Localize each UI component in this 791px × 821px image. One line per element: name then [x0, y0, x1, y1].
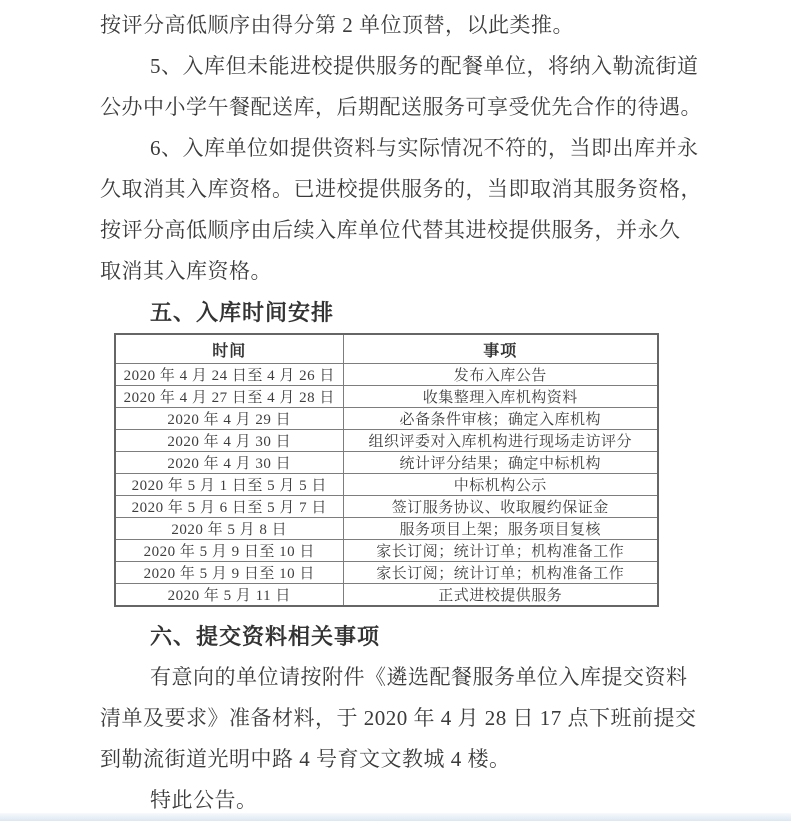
- table-cell-event: 家长订阅；统计订单；机构准备工作: [343, 540, 658, 562]
- table-cell-time: 2020 年 5 月 6 日至 5 月 7 日: [115, 496, 343, 518]
- table-cell-time: 2020 年 5 月 8 日: [115, 518, 343, 540]
- schedule-table: [114, 333, 659, 607]
- section-heading-materials: 六、提交资料相关事项: [150, 624, 381, 649]
- table-row: [115, 386, 658, 408]
- paragraph-line: 6、入库单位如提供资料与实际情况不符的，当即出库并永: [150, 136, 699, 160]
- table-cell-time: 2020 年 5 月 9 日至 10 日: [115, 562, 343, 584]
- table-cell-time: 2020 年 4 月 27 日至 4 月 28 日: [115, 386, 343, 408]
- paragraph-line: 5、入库但未能进校提供服务的配餐单位，将纳入勒流街道: [150, 54, 699, 78]
- table-cell-time: 2020 年 4 月 30 日: [115, 430, 343, 452]
- table-cell-event: 组织评委对入库机构进行现场走访评分: [343, 430, 658, 452]
- table-header-event: 事项: [343, 334, 658, 364]
- table-header-row: [115, 334, 658, 364]
- table-cell-event: 家长订阅；统计订单；机构准备工作: [343, 562, 658, 584]
- table-cell-event: 正式进校提供服务: [343, 584, 658, 607]
- table-cell-time: 2020 年 5 月 9 日至 10 日: [115, 540, 343, 562]
- table-cell-event: 发布入库公告: [343, 364, 658, 386]
- paragraph-line: 特此公告。: [150, 788, 258, 812]
- paragraph-line: 公办中小学午餐配送库，后期配送服务可享受优先合作的待遇。: [100, 95, 702, 119]
- table-cell-event: 签订服务协议、收取履约保证金: [343, 496, 658, 518]
- table-cell-time: 2020 年 4 月 30 日: [115, 452, 343, 474]
- table-cell-event: 必备条件审核；确定入库机构: [343, 408, 658, 430]
- table-row: [115, 452, 658, 474]
- page-bottom-scan-edge: [0, 813, 791, 821]
- table-row: [115, 364, 658, 386]
- paragraph-line: 取消其入库资格。: [100, 259, 272, 283]
- table-row: [115, 584, 658, 607]
- table-row: [115, 540, 658, 562]
- table-cell-time: 2020 年 4 月 29 日: [115, 408, 343, 430]
- section-heading-schedule: 五、入库时间安排: [150, 300, 335, 325]
- table-header-time: 时间: [115, 334, 343, 364]
- paragraph-line: 到勒流街道光明中路 4 号育文文教城 4 楼。: [100, 747, 511, 771]
- table-cell-time: 2020 年 5 月 1 日至 5 月 5 日: [115, 474, 343, 496]
- paragraph-line: 清单及要求》准备材料，于 2020 年 4 月 28 日 17 点下班前提交: [100, 706, 697, 730]
- table-row: [115, 518, 658, 540]
- paragraph-line: 有意向的单位请按附件《遴选配餐服务单位入库提交资料: [150, 665, 688, 689]
- paragraph-line: 按评分高低顺序由后续入库单位代替其进校提供服务，并永久: [100, 218, 681, 242]
- table-row: [115, 562, 658, 584]
- table-cell-time: 2020 年 4 月 24 日至 4 月 26 日: [115, 364, 343, 386]
- table-row: [115, 408, 658, 430]
- table-row: [115, 430, 658, 452]
- table-cell-time: 2020 年 5 月 11 日: [115, 584, 343, 607]
- paragraph-line: 按评分高低顺序由得分第 2 单位顶替，以此类推。: [100, 13, 574, 37]
- table-row: [115, 474, 658, 496]
- table-row: [115, 496, 658, 518]
- table-cell-event: 中标机构公示: [343, 474, 658, 496]
- paragraph-line: 久取消其入库资格。已进校提供服务的，当即取消其服务资格，: [100, 177, 702, 201]
- table-cell-event: 收集整理入库机构资料: [343, 386, 658, 408]
- table-cell-event: 统计评分结果；确定中标机构: [343, 452, 658, 474]
- table-cell-event: 服务项目上架；服务项目复核: [343, 518, 658, 540]
